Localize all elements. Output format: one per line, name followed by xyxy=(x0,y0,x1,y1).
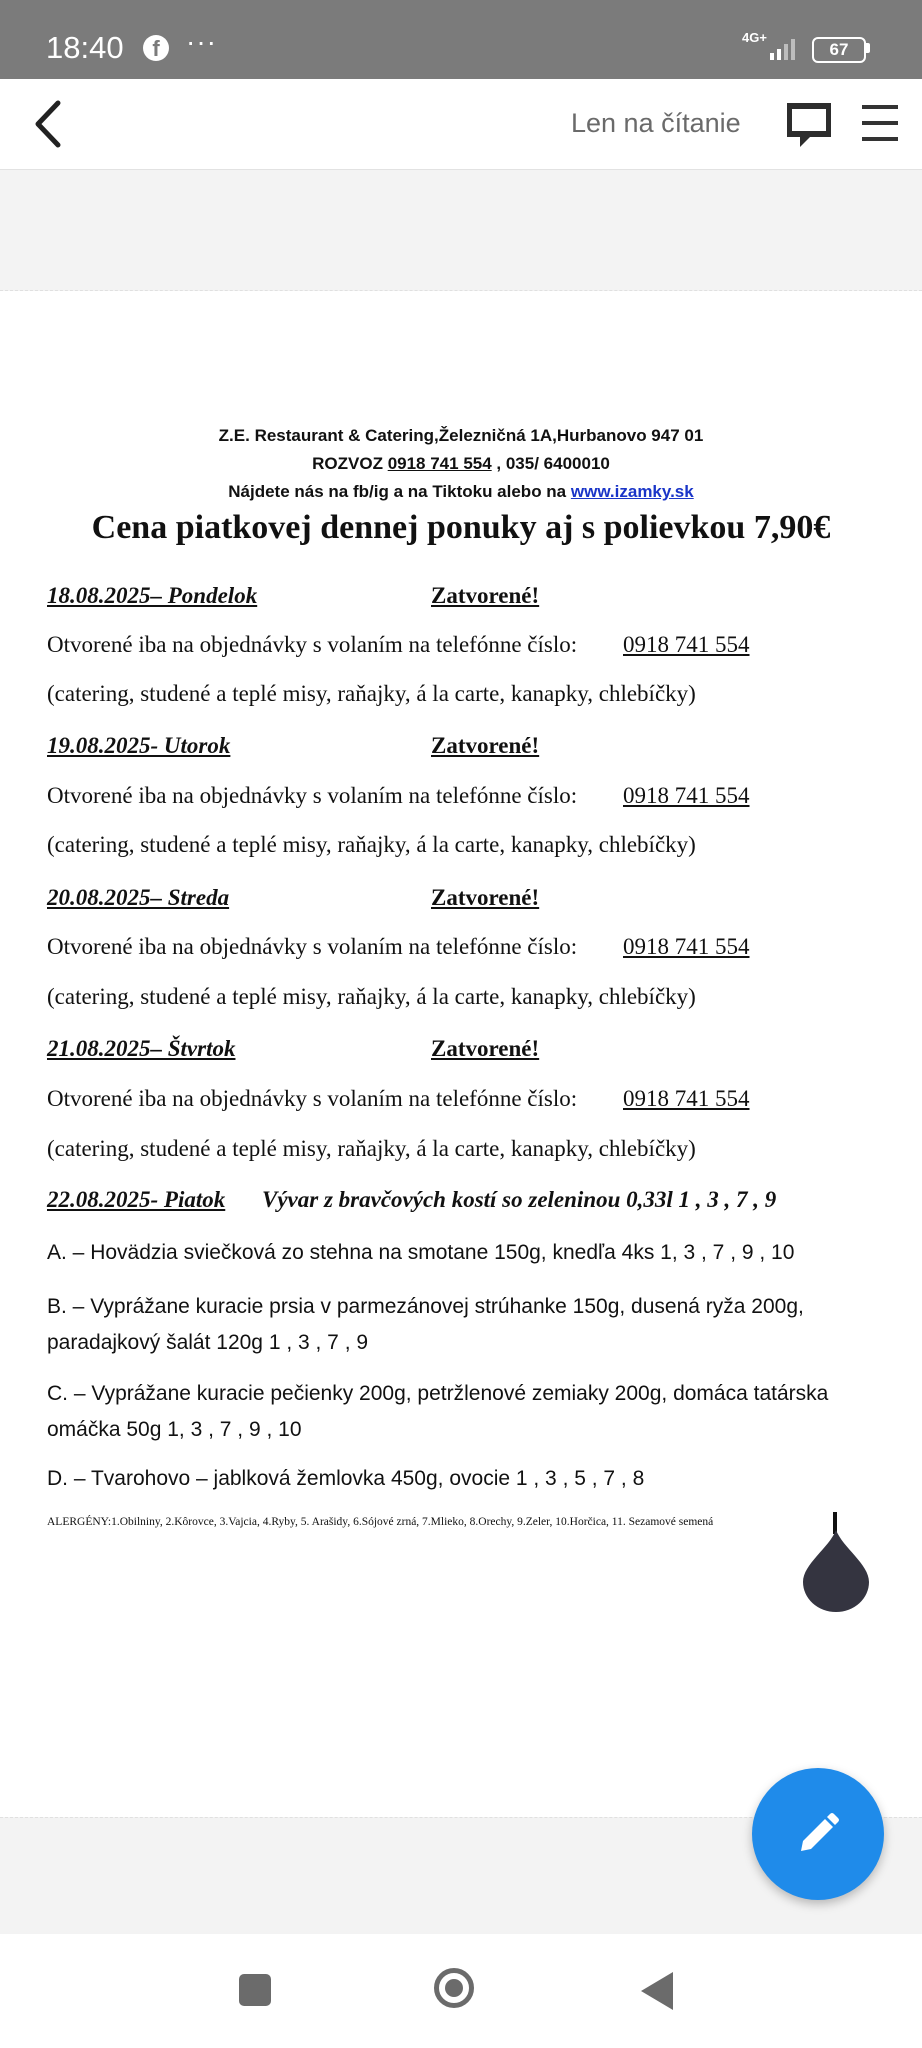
back-arrow-icon[interactable] xyxy=(28,97,76,151)
header-delivery xyxy=(0,454,922,474)
page-gap-top xyxy=(0,170,922,291)
day-status: Zatvorené! xyxy=(431,885,540,910)
day-date: 19.08.2025- Utorok xyxy=(47,733,231,758)
app-bar xyxy=(0,79,922,170)
header-social xyxy=(0,482,922,502)
day-status: Zatvorené! xyxy=(431,1036,540,1061)
day-note: (catering, studené a teplé misy, raňajky, á la carte, kanapky, chlebíčky) xyxy=(47,832,696,857)
friday-date: 22.08.2025- Piatok xyxy=(47,1187,226,1212)
more-notifications-icon: ··· xyxy=(186,26,217,57)
status-time: 18:40 xyxy=(46,30,124,65)
header-address: Z.E. Restaurant & Catering,Železničná 1A,Hurbanovo 947 01 xyxy=(218,426,704,445)
recent-apps-icon[interactable] xyxy=(239,1974,271,2006)
home-icon[interactable] xyxy=(434,1968,474,2008)
meal-item: D. – Tvarohovo – jablková žemlovka 450g, ovocie 1 , 3 , 5 , 7 , 8 xyxy=(47,1467,645,1490)
price-title: Cena piatkovej dennej ponuky aj s polievkou 7,90€ xyxy=(91,509,831,546)
pencil-icon xyxy=(793,1809,843,1859)
battery-tip xyxy=(866,43,870,53)
facebook-icon: f xyxy=(143,35,169,61)
delivery-phone: 0918 741 554 xyxy=(387,454,492,473)
selection-handle-icon[interactable] xyxy=(801,1528,871,1612)
navigation-bar xyxy=(0,1934,922,2048)
document-page xyxy=(0,291,922,1817)
delivery-landline: , 035/ 6400010 xyxy=(491,454,610,473)
signal-icon xyxy=(770,36,800,60)
day-info: Otvorené iba na objednávky s volaním na telefónne číslo: xyxy=(47,1086,578,1111)
network-type: 4G+ xyxy=(742,30,767,45)
comment-icon[interactable] xyxy=(784,99,834,151)
edit-button[interactable] xyxy=(752,1768,884,1900)
day-phone: 0918 741 554 xyxy=(623,632,750,657)
website-link[interactable]: www.izamky.sk xyxy=(570,482,694,501)
day-status: Zatvorené! xyxy=(431,733,540,758)
day-info: Otvorené iba na objednávky s volaním na telefónne číslo: xyxy=(47,934,578,959)
day-status: Zatvorené! xyxy=(431,583,540,608)
day-info: Otvorené iba na objednávky s volaním na telefónne číslo: xyxy=(47,632,578,657)
friday-soup: Vývar z bravčových kostí so zeleninou 0,33l 1 , 3 , 7 , 9 xyxy=(262,1187,777,1212)
meal-item: C. – Vyprážane kuracie pečienky 200g, petržlenové zemiaky 200g, domáca tatárska omáčka 50g 1, 3 , 7 , 9 , 10 xyxy=(47,1382,829,1441)
allergens-note: ALERGÉNY:1.Obilniny, 2.Kôrovce, 3.Vajcia, 4.Ryby, 5. Arašidy, 6.Sójové zrná, 7.Mlieko, 8.Orechy, 9.Zeler, 10.Horčica, 11. Sezamové semená xyxy=(47,1516,714,1528)
status-bar xyxy=(0,0,922,79)
day-date: 21.08.2025– Štvrtok xyxy=(47,1036,236,1061)
day-note: (catering, studené a teplé misy, raňajky, á la carte, kanapky, chlebíčky) xyxy=(47,1136,696,1161)
meal-item: A. – Hovädzia sviečková zo stehna na smotane 150g, knedľa 4ks 1, 3 , 7 , 9 , 10 xyxy=(47,1241,795,1264)
read-only-label: Len na čítanie xyxy=(571,108,741,138)
day-phone: 0918 741 554 xyxy=(623,934,750,959)
day-info: Otvorené iba na objednávky s volaním na telefónne číslo: xyxy=(47,783,578,808)
day-date: 20.08.2025– Streda xyxy=(47,885,230,910)
social-text: Nájdete nás na fb/ig a na Tiktoku alebo na xyxy=(228,482,571,501)
nav-back-icon[interactable] xyxy=(641,1972,673,2010)
day-note: (catering, studené a teplé misy, raňajky, á la carte, kanapky, chlebíčky) xyxy=(47,681,696,706)
day-note: (catering, studené a teplé misy, raňajky, á la carte, kanapky, chlebíčky) xyxy=(47,984,696,1009)
day-phone: 0918 741 554 xyxy=(623,1086,750,1111)
battery-icon: 67 xyxy=(812,37,866,63)
delivery-label: ROZVOZ xyxy=(312,454,388,473)
meal-item: B. – Vyprážane kuracie prsia v parmezánovej strúhanke 150g, dusená ryža 200g, paradajkový šalát 120g 1 , 3 , 7 , 9 xyxy=(47,1295,804,1354)
hamburger-menu-icon[interactable] xyxy=(860,103,900,143)
day-phone: 0918 741 554 xyxy=(623,783,750,808)
day-date: 18.08.2025– Pondelok xyxy=(47,583,258,608)
